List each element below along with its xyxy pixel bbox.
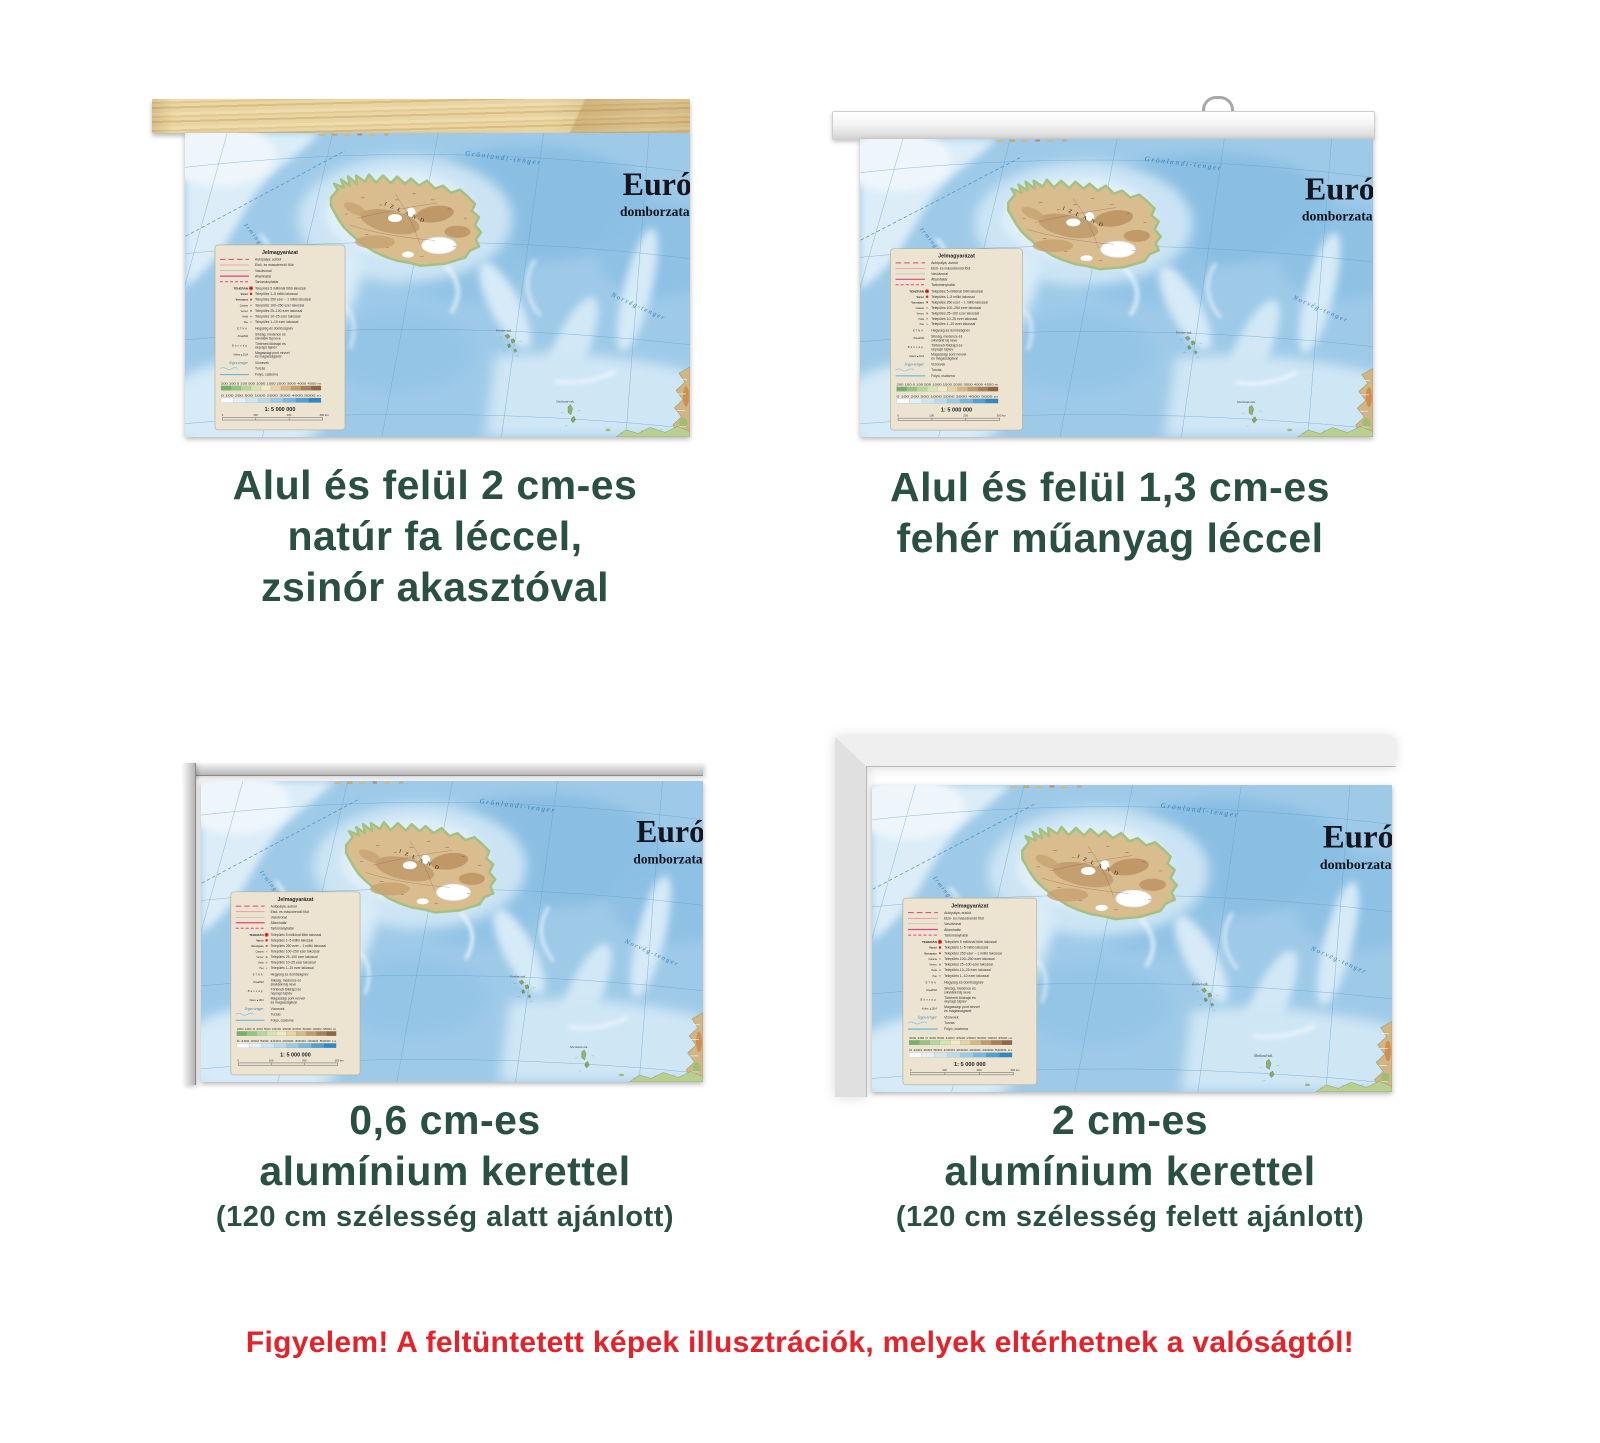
- caption-alu-thin: [155, 1095, 735, 1235]
- map-image: [185, 133, 690, 437]
- warning-text: Figyelem! A feltüntetett képek illusztrációk, melyek eltérhetnek a valóságtól!: [245, 1326, 1355, 1359]
- caption-line: alumínium kerettel: [944, 1147, 1316, 1194]
- caption-line: Alul és felül 2 cm-es: [232, 462, 638, 508]
- wood-hanging-bar: [152, 99, 690, 133]
- caption-line: zsinór akasztóval: [260, 563, 610, 610]
- product-plastic-strip: [800, 0, 1600, 700]
- caption-wood: [145, 460, 725, 612]
- map-image: [872, 785, 1392, 1092]
- caption-line: Alul és felül 1,3 cm-es: [890, 464, 1330, 510]
- caption-note: (120 cm szélesség alatt ajánlott): [215, 1200, 675, 1233]
- caption-alu-thick: [840, 1095, 1420, 1235]
- map-image: [201, 781, 703, 1082]
- alu-frame-top: [183, 763, 703, 776]
- plastic-hanging-bar: [832, 111, 1375, 140]
- product-alu-thin: [0, 700, 800, 1300]
- caption-plastic: [830, 462, 1390, 564]
- caption-line: alumínium kerettel: [259, 1147, 631, 1194]
- caption-note: (120 cm szélesség felett ajánlott): [895, 1200, 1365, 1233]
- product-wood-strip: [0, 0, 800, 700]
- caption-line: 2 cm-es: [1051, 1097, 1209, 1143]
- caption-line: natúr fa léccel,: [287, 512, 583, 559]
- caption-line: 0,6 cm-es: [349, 1097, 541, 1143]
- caption-line: fehér műanyag léccel: [896, 514, 1324, 561]
- product-alu-thick: [800, 700, 1600, 1300]
- map-image: [860, 139, 1373, 437]
- alu-frame-left: [183, 763, 196, 1085]
